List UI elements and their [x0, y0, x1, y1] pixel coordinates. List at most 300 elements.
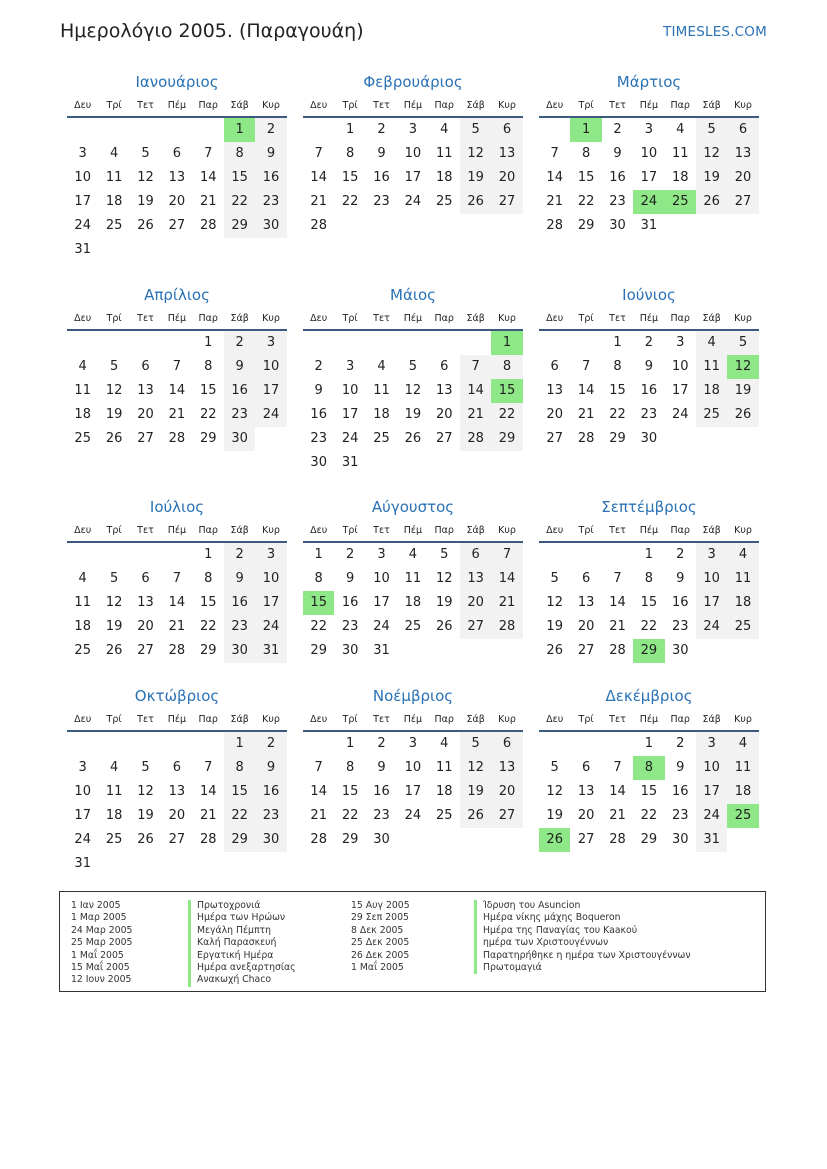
weekday-label: Δευ: [74, 99, 92, 111]
day-cell: 1: [345, 736, 355, 751]
day-cell: 26: [404, 431, 422, 446]
weekend-day-cell: 5: [727, 331, 758, 355]
day-cell: 21: [609, 619, 626, 634]
day-cell: 25: [105, 832, 123, 847]
weekday-label: Παρ: [434, 524, 454, 536]
empty-day-cell: [460, 451, 491, 475]
week-row: [303, 732, 523, 756]
empty-day-cell: [429, 828, 460, 852]
weekday-label: Κυρ: [498, 713, 516, 725]
empty-day-cell: [397, 331, 428, 355]
legend-date: 12 Ιουν 2005: [71, 974, 132, 986]
day-cell: 19: [404, 407, 422, 422]
week-row: [303, 780, 523, 804]
weekend-day-cell: 20: [460, 591, 491, 615]
day-cell: 10: [671, 359, 689, 374]
empty-day-cell: [491, 828, 522, 852]
week-row: [303, 190, 523, 214]
weekend-day-cell: 8: [491, 355, 522, 379]
empty-day-cell: [98, 543, 129, 567]
weekend-day-cell: 22: [224, 190, 255, 214]
weekday-label: Παρ: [434, 312, 454, 324]
week-row: [303, 355, 523, 379]
week-row: [539, 355, 759, 379]
weekday-label: Πέμ: [639, 312, 659, 324]
week-row: [67, 166, 287, 190]
day-cell: 14: [310, 784, 327, 799]
weekday-label: Παρ: [434, 713, 454, 725]
weekday-label: Τρί: [342, 312, 358, 324]
weekday-label: Κυρ: [262, 312, 280, 324]
empty-day-cell: [366, 214, 397, 238]
week-row: [303, 828, 523, 852]
day-cell: 24: [341, 431, 359, 446]
weekday-label: Πέμ: [167, 312, 187, 324]
empty-day-cell: [161, 732, 192, 756]
weekday-label: Πέμ: [639, 99, 659, 111]
legend-holiday-name: Πρωτομαγιά: [474, 962, 691, 974]
holiday-day-cell: 25: [665, 190, 696, 214]
day-cell: 22: [199, 407, 217, 422]
holiday-day-cell: 1: [570, 118, 601, 142]
day-cell: 6: [172, 146, 181, 161]
day-cell: 26: [546, 643, 563, 658]
week-row: [539, 591, 759, 615]
weekend-day-cell: 13: [491, 142, 522, 166]
day-cell: 26: [105, 643, 123, 658]
day-cell: 4: [78, 359, 87, 374]
legend-holiday-name: Παρατηρήθηκε η ημέρα των Χριστουγέννων: [474, 950, 691, 962]
week-row: [539, 214, 759, 238]
weekday-header: [539, 307, 759, 331]
month-name: Ιανουάριος: [135, 73, 219, 91]
site-link[interactable]: TIMESLES.COM: [663, 24, 767, 40]
weekend-day-cell: 4: [727, 543, 758, 567]
week-row: [67, 639, 287, 663]
day-cell: 5: [141, 146, 150, 161]
weekend-day-cell: 10: [696, 756, 727, 780]
month-name: Μάιος: [390, 286, 436, 304]
weekday-label: Πέμ: [639, 524, 659, 536]
week-row: [67, 852, 287, 876]
month-block: [539, 684, 759, 852]
legend-names-col-1: [188, 900, 296, 987]
weekday-label: Τετ: [137, 99, 154, 111]
empty-day-cell: [303, 732, 334, 756]
day-cell: 21: [168, 619, 186, 634]
empty-day-cell: [429, 639, 460, 663]
empty-day-cell: [130, 331, 161, 355]
weekend-day-cell: 18: [727, 780, 758, 804]
empty-day-cell: [696, 639, 727, 663]
day-cell: 11: [404, 571, 422, 586]
week-row: [539, 118, 759, 142]
weekday-header: [67, 708, 287, 732]
day-cell: 27: [168, 832, 186, 847]
day-cell: 23: [310, 431, 327, 446]
day-cell: 23: [373, 808, 390, 823]
weekday-label: Τρί: [578, 312, 594, 324]
day-cell: 16: [671, 595, 689, 610]
weekday-label: Πέμ: [167, 99, 187, 111]
day-cell: 23: [609, 194, 626, 209]
legend-dates-col-2: [351, 900, 410, 974]
day-cell: 24: [404, 194, 422, 209]
day-cell: 2: [644, 335, 653, 350]
day-cell: 19: [546, 808, 563, 823]
empty-day-cell: [130, 852, 161, 876]
week-row: [303, 591, 523, 615]
day-cell: 15: [199, 595, 217, 610]
empty-day-cell: [491, 214, 522, 238]
month-name: Σεπτέμβριος: [601, 498, 697, 516]
week-row: [539, 639, 759, 663]
week-row: [303, 756, 523, 780]
weekend-day-cell: 20: [491, 780, 522, 804]
weekend-day-cell: 14: [460, 379, 491, 403]
day-cell: 4: [408, 547, 417, 562]
day-cell: 29: [341, 832, 359, 847]
day-cell: 9: [676, 571, 685, 586]
week-row: [539, 567, 759, 591]
day-cell: 3: [78, 146, 87, 161]
weekday-label: Τετ: [609, 713, 626, 725]
weekday-label: Δευ: [546, 99, 564, 111]
day-cell: 14: [577, 383, 595, 398]
empty-day-cell: [460, 828, 491, 852]
weekday-label: Σάβ: [466, 312, 485, 324]
day-cell: 7: [581, 359, 591, 374]
legend-date: 15 Μαΐ 2005: [71, 961, 130, 973]
day-cell: 24: [74, 218, 91, 233]
weekday-label: Παρ: [198, 524, 218, 536]
day-cell: 26: [435, 619, 453, 634]
day-cell: 15: [640, 595, 658, 610]
empty-day-cell: [193, 732, 224, 756]
day-cell: 10: [373, 571, 390, 586]
empty-day-cell: [727, 639, 758, 663]
month-block: [67, 70, 287, 262]
day-cell: 23: [671, 619, 689, 634]
weekday-label: Τρί: [578, 524, 594, 536]
empty-day-cell: [224, 852, 255, 876]
day-cell: 7: [550, 146, 559, 161]
day-cell: 17: [341, 407, 359, 422]
weekend-day-cell: 18: [696, 379, 727, 403]
day-cell: 22: [577, 194, 595, 209]
month-block: [539, 70, 759, 238]
legend-holiday-name: Ημέρα ανεξαρτησίας: [188, 962, 296, 974]
weekday-label: Τετ: [373, 524, 390, 536]
week-row: [67, 355, 287, 379]
day-cell: 6: [440, 359, 449, 374]
weekday-label: Κυρ: [734, 99, 752, 111]
weekday-label: Σάβ: [466, 99, 485, 111]
weekend-day-cell: 10: [696, 567, 727, 591]
empty-day-cell: [161, 118, 192, 142]
day-cell: 11: [74, 595, 91, 610]
weekend-day-cell: 28: [491, 615, 522, 639]
empty-day-cell: [161, 852, 192, 876]
weekday-header: [303, 307, 523, 331]
month-block: [67, 283, 287, 451]
month-name: Ιούνιος: [622, 286, 676, 304]
weekend-day-cell: 25: [727, 615, 758, 639]
day-cell: 17: [373, 595, 390, 610]
weekend-day-cell: 9: [255, 756, 286, 780]
weekend-day-cell: 23: [224, 403, 255, 427]
week-row: [539, 427, 759, 451]
weekday-label: Σάβ: [702, 99, 721, 111]
week-row: [539, 543, 759, 567]
empty-day-cell: [98, 118, 129, 142]
day-cell: 8: [644, 571, 653, 586]
empty-day-cell: [491, 639, 522, 663]
day-cell: 14: [199, 170, 217, 185]
day-cell: 6: [581, 760, 591, 775]
day-cell: 20: [137, 407, 154, 422]
weekend-day-cell: 24: [255, 615, 286, 639]
day-cell: 19: [435, 595, 453, 610]
weekend-day-cell: 17: [255, 591, 286, 615]
weekend-day-cell: 6: [491, 118, 522, 142]
day-cell: 21: [199, 808, 217, 823]
weekend-day-cell: 5: [696, 118, 727, 142]
month-name: Αύγουστος: [371, 498, 455, 516]
day-cell: 30: [373, 832, 390, 847]
day-cell: 20: [137, 619, 154, 634]
weekend-day-cell: 2: [255, 118, 286, 142]
legend-date: 26 Δεκ 2005: [351, 949, 410, 961]
day-cell: 27: [137, 431, 154, 446]
empty-day-cell: [665, 427, 696, 451]
day-cell: 9: [644, 359, 653, 374]
month-block: [303, 283, 523, 475]
weekday-label: Τετ: [137, 524, 154, 536]
day-cell: 26: [137, 218, 154, 233]
day-cell: 9: [345, 571, 355, 586]
week-row: [67, 567, 287, 591]
month-name: Φεβρουάριος: [363, 73, 463, 91]
day-cell: 17: [404, 784, 422, 799]
empty-day-cell: [397, 828, 428, 852]
day-cell: 12: [105, 383, 123, 398]
legend-names-col-2: [474, 900, 691, 974]
weekend-day-cell: 1: [224, 732, 255, 756]
day-cell: 22: [640, 619, 658, 634]
holiday-day-cell: 24: [633, 190, 664, 214]
weekend-day-cell: 11: [727, 756, 758, 780]
day-cell: 15: [640, 784, 658, 799]
day-cell: 28: [577, 431, 595, 446]
day-cell: 17: [640, 170, 658, 185]
empty-day-cell: [429, 451, 460, 475]
day-cell: 21: [168, 407, 186, 422]
day-cell: 20: [168, 808, 186, 823]
weekday-label: Τετ: [609, 312, 626, 324]
week-row: [67, 379, 287, 403]
weekend-day-cell: 30: [224, 639, 255, 663]
legend-date: 1 Μαΐ 2005: [351, 961, 404, 973]
day-cell: 1: [644, 547, 653, 562]
week-row: [67, 238, 287, 262]
weekend-day-cell: 17: [696, 591, 727, 615]
day-cell: 26: [105, 431, 123, 446]
day-cell: 5: [550, 571, 559, 586]
weekend-day-cell: 21: [491, 591, 522, 615]
day-cell: 3: [78, 760, 87, 775]
day-cell: 16: [640, 383, 658, 398]
weekday-label: Τρί: [578, 99, 594, 111]
weekday-label: Δευ: [546, 312, 564, 324]
day-cell: 2: [314, 359, 323, 374]
weekday-label: Παρ: [670, 99, 690, 111]
weekend-day-cell: 19: [727, 379, 758, 403]
week-row: [539, 379, 759, 403]
month-block: [67, 495, 287, 663]
weekday-label: Πέμ: [403, 524, 423, 536]
empty-day-cell: [429, 331, 460, 355]
weekday-label: Σάβ: [702, 713, 721, 725]
day-cell: 21: [609, 808, 626, 823]
day-cell: 4: [676, 122, 685, 137]
day-cell: 25: [74, 431, 91, 446]
empty-day-cell: [460, 214, 491, 238]
day-cell: 8: [204, 571, 213, 586]
day-cell: 27: [168, 218, 186, 233]
day-cell: 28: [168, 643, 186, 658]
weekend-day-cell: 3: [255, 331, 286, 355]
empty-day-cell: [696, 214, 727, 238]
legend-date: 15 Αυγ 2005: [351, 900, 410, 911]
weekday-label: Σάβ: [702, 312, 721, 324]
empty-day-cell: [130, 543, 161, 567]
day-cell: 22: [199, 619, 217, 634]
day-cell: 25: [105, 218, 123, 233]
empty-day-cell: [366, 451, 397, 475]
day-cell: 22: [640, 808, 658, 823]
day-cell: 1: [204, 335, 213, 350]
day-cell: 2: [377, 736, 386, 751]
day-cell: 21: [546, 194, 563, 209]
legend-holiday-name: Εργατική Ημέρα: [188, 950, 296, 962]
day-cell: 10: [404, 146, 422, 161]
weekend-day-cell: 24: [696, 804, 727, 828]
day-cell: 31: [74, 856, 91, 871]
weekday-label: Σάβ: [230, 713, 249, 725]
weekend-day-cell: 22: [224, 804, 255, 828]
weekday-label: Πέμ: [403, 312, 423, 324]
day-cell: 29: [640, 832, 658, 847]
week-row: [539, 166, 759, 190]
weekend-day-cell: 9: [255, 142, 286, 166]
weekday-label: Κυρ: [262, 524, 280, 536]
day-cell: 31: [74, 242, 91, 257]
empty-day-cell: [570, 732, 601, 756]
weekday-label: Σάβ: [466, 524, 485, 536]
week-row: [67, 331, 287, 355]
weekend-day-cell: 30: [255, 214, 286, 238]
month-name: Απρίλιος: [144, 286, 210, 304]
weekend-day-cell: 24: [255, 403, 286, 427]
day-cell: 22: [310, 619, 327, 634]
weekend-day-cell: 8: [224, 756, 255, 780]
weekend-day-cell: 27: [491, 804, 522, 828]
day-cell: 11: [105, 170, 123, 185]
day-cell: 5: [440, 547, 449, 562]
day-cell: 17: [671, 383, 689, 398]
day-cell: 31: [640, 218, 658, 233]
empty-day-cell: [460, 331, 491, 355]
day-cell: 29: [310, 643, 327, 658]
weekend-day-cell: 12: [696, 142, 727, 166]
empty-day-cell: [303, 331, 334, 355]
weekend-day-cell: 18: [727, 591, 758, 615]
weekday-label: Κυρ: [498, 312, 516, 324]
empty-day-cell: [334, 214, 365, 238]
day-cell: 27: [546, 431, 563, 446]
week-row: [67, 142, 287, 166]
weekend-day-cell: 20: [727, 166, 758, 190]
weekday-header: [67, 307, 287, 331]
day-cell: 18: [373, 407, 390, 422]
weekday-label: Τετ: [609, 524, 626, 536]
day-cell: 7: [613, 571, 622, 586]
weekend-day-cell: 30: [255, 828, 286, 852]
holiday-day-cell: 15: [491, 379, 522, 403]
weekday-label: Τρί: [342, 713, 358, 725]
day-cell: 20: [577, 619, 595, 634]
empty-day-cell: [602, 732, 633, 756]
day-cell: 30: [310, 455, 327, 470]
empty-day-cell: [67, 543, 98, 567]
day-cell: 9: [613, 146, 622, 161]
day-cell: 16: [609, 170, 626, 185]
weekend-day-cell: 11: [727, 567, 758, 591]
legend-holiday-name: Πρωτοχρονιά: [188, 900, 296, 912]
weekday-header: [67, 519, 287, 543]
month-name: Οκτώβριος: [134, 687, 220, 705]
weekend-day-cell: 15: [224, 166, 255, 190]
weekday-label: Παρ: [670, 524, 690, 536]
empty-day-cell: [98, 238, 129, 262]
day-cell: 12: [137, 784, 154, 799]
weekend-day-cell: 27: [491, 190, 522, 214]
month-block: [67, 684, 287, 876]
day-cell: 24: [74, 832, 91, 847]
weekend-day-cell: 23: [255, 804, 286, 828]
day-cell: 24: [373, 619, 390, 634]
day-cell: 30: [671, 643, 689, 658]
day-cell: 13: [137, 383, 154, 398]
day-cell: 13: [435, 383, 453, 398]
week-row: [303, 166, 523, 190]
weekend-day-cell: 23: [224, 615, 255, 639]
day-cell: 11: [74, 383, 91, 398]
day-cell: 29: [199, 431, 217, 446]
holiday-day-cell: 8: [633, 756, 664, 780]
empty-day-cell: [727, 427, 758, 451]
empty-day-cell: [193, 852, 224, 876]
empty-day-cell: [397, 639, 428, 663]
empty-day-cell: [539, 543, 570, 567]
day-cell: 2: [613, 122, 622, 137]
day-cell: 8: [345, 146, 355, 161]
day-cell: 8: [204, 359, 213, 374]
weekday-label: Τρί: [342, 524, 358, 536]
week-row: [539, 780, 759, 804]
week-row: [67, 214, 287, 238]
